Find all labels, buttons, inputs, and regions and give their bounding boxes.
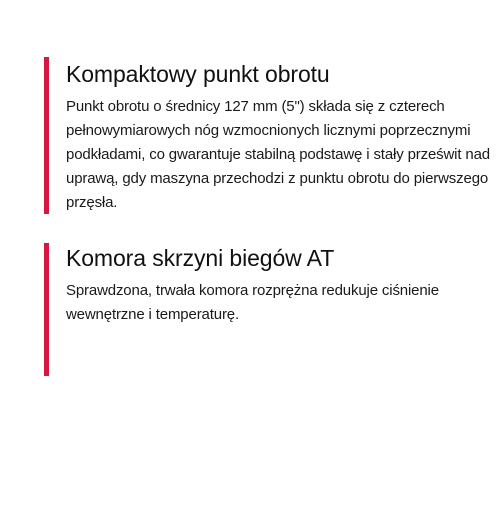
feature-compact-pivot (44, 57, 502, 214)
feature-description: Sprawdzona, trwała komora rozprężna redukuje ciśnienie wewnętrzne i temperaturę. (66, 282, 439, 323)
feature-gearbox-chamber (44, 243, 502, 376)
feature-title: Kompaktowy punkt obrotu (66, 61, 330, 87)
feature-title: Komora skrzyni biegów AT (66, 245, 335, 271)
feature-description: Punkt obrotu o średnicy 127 mm (5") składa się z czterech pełnowymiarowych nóg wzmocnionych licznymi poprzecznymi podkładami, co gwarantuje stabilną podstawę i stały prześwit nad uprawą, gdy maszyna przechodzi z punktu obrotu do pierwszego przęsła. (66, 98, 490, 211)
